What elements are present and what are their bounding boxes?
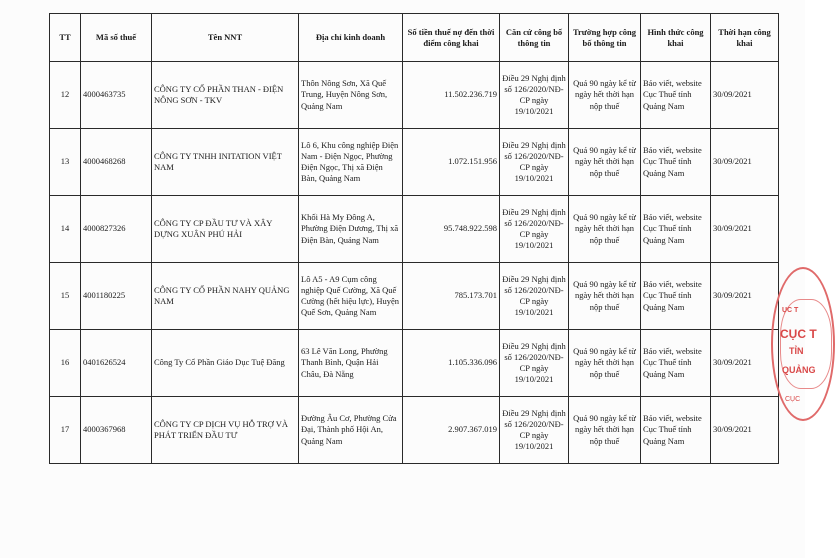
- cell-basis: Điều 29 Nghị định số 126/2020/NĐ-CP ngày 19/10/2021: [500, 62, 569, 129]
- cell-case: Quá 90 ngày kể từ ngày hết thời hạn nộp thuế: [569, 263, 641, 330]
- cell-deadline: 30/09/2021: [711, 129, 779, 196]
- cell-name: CÔNG TY CP DỊCH VỤ HỖ TRỢ VÀ PHÁT TRIỂN ĐẦU TƯ: [152, 397, 299, 464]
- cell-case: Quá 90 ngày kể từ ngày hết thời hạn nộp thuế: [569, 196, 641, 263]
- seal-text: ỤC T: [782, 307, 799, 314]
- cell-basis: Điều 29 Nghị định số 126/2020/NĐ-CP ngày 19/10/2021: [500, 129, 569, 196]
- cell-case: Quá 90 ngày kể từ ngày hết thời hạn nộp thuế: [569, 397, 641, 464]
- cell-amount: 95.748.922.598: [403, 196, 500, 263]
- cell-tt: 15: [50, 263, 81, 330]
- header-tt: TT: [50, 14, 81, 62]
- cell-address: Đường Âu Cơ, Phường Cửa Đại, Thành phố Hội An, Quảng Nam: [299, 397, 403, 464]
- header-form: Hình thức công khai: [641, 14, 711, 62]
- cell-amount: 2.907.367.019: [403, 397, 500, 464]
- cell-form: Báo viết, website Cục Thuế tỉnh Quảng Nam: [641, 129, 711, 196]
- cell-name: CÔNG TY TNHH INITATION VIỆT NAM: [152, 129, 299, 196]
- cell-case: Quá 90 ngày kể từ ngày hết thời hạn nộp thuế: [569, 330, 641, 397]
- cell-case: Quá 90 ngày kể từ ngày hết thời hạn nộp thuế: [569, 129, 641, 196]
- header-name: Tên NNT: [152, 14, 299, 62]
- table-row: [50, 397, 779, 464]
- header-amount: Số tiền thuế nợ đến thời điểm công khai: [403, 14, 500, 62]
- cell-tt: 12: [50, 62, 81, 129]
- cell-tt: 17: [50, 397, 81, 464]
- table-row: [50, 196, 779, 263]
- official-seal-stamp: [771, 267, 835, 421]
- seal-text: TỈN: [789, 346, 804, 356]
- cell-form: Báo viết, website Cục Thuế tỉnh Quảng Nam: [641, 196, 711, 263]
- seal-text: CỤC: [785, 396, 801, 403]
- seal-text: CỤC T: [780, 327, 817, 341]
- cell-tt: 16: [50, 330, 81, 397]
- seal-text: QUẢNG: [782, 365, 816, 375]
- cell-form: Báo viết, website Cục Thuế tỉnh Quảng Nam: [641, 263, 711, 330]
- cell-tax-code: 4001180225: [81, 263, 152, 330]
- cell-deadline: 30/09/2021: [711, 397, 779, 464]
- cell-amount: 11.502.236.719: [403, 62, 500, 129]
- cell-tax-code: 4000463735: [81, 62, 152, 129]
- cell-amount: 1.072.151.956: [403, 129, 500, 196]
- cell-form: Báo viết, website Cục Thuế tỉnh Quảng Nam: [641, 397, 711, 464]
- table-row: [50, 263, 779, 330]
- header-basis: Căn cứ công bố thông tin: [500, 14, 569, 62]
- cell-basis: Điều 29 Nghị định số 126/2020/NĐ-CP ngày 19/10/2021: [500, 397, 569, 464]
- cell-basis: Điều 29 Nghị định số 126/2020/NĐ-CP ngày 19/10/2021: [500, 196, 569, 263]
- cell-tax-code: 0401626524: [81, 330, 152, 397]
- cell-form: Báo viết, website Cục Thuế tỉnh Quảng Nam: [641, 62, 711, 129]
- cell-tax-code: 4000367968: [81, 397, 152, 464]
- cell-name: CÔNG TY CP ĐẦU TƯ VÀ XÂY DỰNG XUÂN PHÚ HẢI: [152, 196, 299, 263]
- cell-name: CÔNG TY CỔ PHẦN NAHY QUẢNG NAM: [152, 263, 299, 330]
- cell-address: 63 Lê Văn Long, Phường Thanh Bình, Quận Hải Châu, Đà Nẵng: [299, 330, 403, 397]
- cell-case: Quá 90 ngày kể từ ngày hết thời hạn nộp thuế: [569, 62, 641, 129]
- table-row: [50, 330, 779, 397]
- cell-tax-code: 4000827326: [81, 196, 152, 263]
- header-case: Trường hợp công bố thông tin: [569, 14, 641, 62]
- cell-address: Lô 6, Khu công nghiệp Điện Nam - Điện Ngọc, Phường Điện Ngọc, Thị xã Điện Bàn, Quảng Nam: [299, 129, 403, 196]
- cell-deadline: 30/09/2021: [711, 330, 779, 397]
- header-deadline: Thời hạn công khai: [711, 14, 779, 62]
- header-address: Địa chỉ kinh doanh: [299, 14, 403, 62]
- cell-amount: 785.173.701: [403, 263, 500, 330]
- header-tax-code: Mã số thuế: [81, 14, 152, 62]
- cell-tt: 14: [50, 196, 81, 263]
- cell-address: Thôn Nông Sơn, Xã Quế Trung, Huyện Nông Sơn, Quảng Nam: [299, 62, 403, 129]
- table-row: [50, 129, 779, 196]
- cell-address: Khối Hà My Đông A, Phường Điện Dương, Thị xã Điện Bàn, Quảng Nam: [299, 196, 403, 263]
- cell-name: Công Ty Cổ Phần Giáo Dục Tuệ Đăng: [152, 330, 299, 397]
- cell-deadline: 30/09/2021: [711, 62, 779, 129]
- table-row: [50, 62, 779, 129]
- cell-basis: Điều 29 Nghị định số 126/2020/NĐ-CP ngày 19/10/2021: [500, 330, 569, 397]
- cell-deadline: 30/09/2021: [711, 196, 779, 263]
- cell-name: CÔNG TY CỔ PHẦN THAN - ĐIỆN NÔNG SƠN - TKV: [152, 62, 299, 129]
- cell-tax-code: 4000468268: [81, 129, 152, 196]
- cell-form: Báo viết, website Cục Thuế tỉnh Quảng Nam: [641, 330, 711, 397]
- cell-amount: 1.105.336.096: [403, 330, 500, 397]
- cell-deadline: 30/09/2021: [711, 263, 779, 330]
- cell-address: Lô A5 - A9 Cụm công nghiệp Quế Cường, Xã Quế Cường (hết hiệu lực), Huyện Quế Sơn, Quảng Nam: [299, 263, 403, 330]
- cell-basis: Điều 29 Nghị định số 126/2020/NĐ-CP ngày 19/10/2021: [500, 263, 569, 330]
- tax-debt-table: [49, 13, 779, 464]
- table-header-row: [50, 14, 779, 62]
- cell-tt: 13: [50, 129, 81, 196]
